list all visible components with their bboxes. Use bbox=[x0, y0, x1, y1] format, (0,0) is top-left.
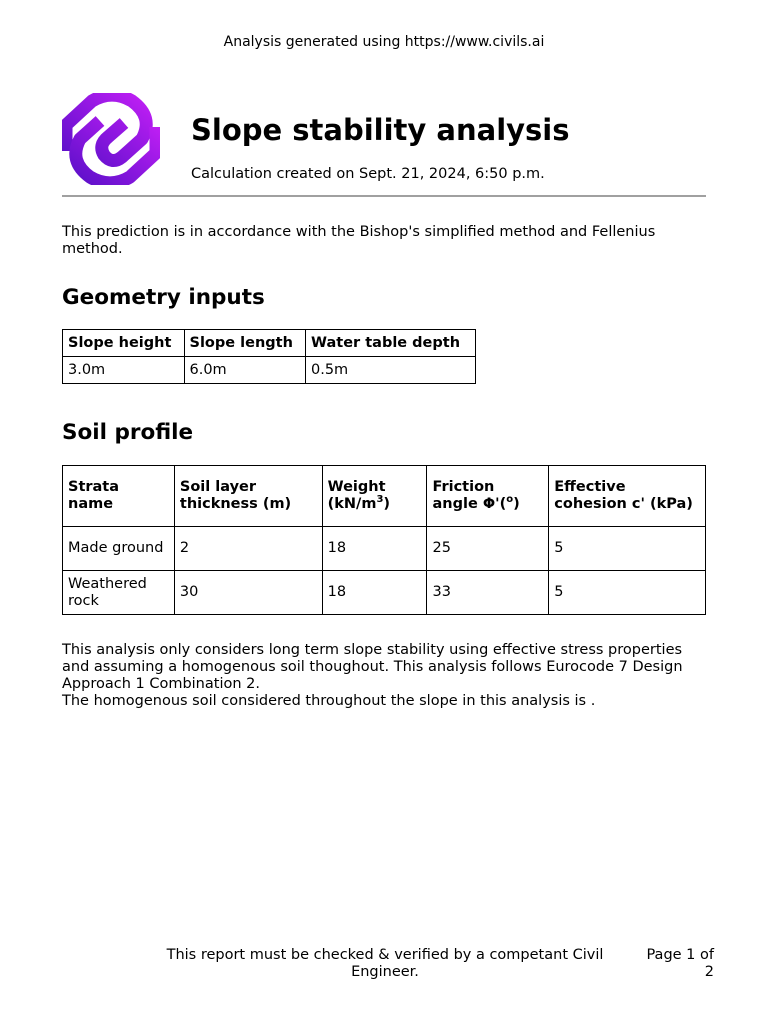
civils-ai-logo-icon bbox=[62, 93, 160, 185]
unit-weight: 18 bbox=[322, 571, 427, 615]
value-slope-height: 3.0m bbox=[63, 357, 185, 384]
analysis-paragraph: The homogenous soil considered throughout the slope in this analysis is . bbox=[62, 693, 596, 709]
effective-cohesion: 5 bbox=[549, 527, 706, 571]
layer-thickness: 30 bbox=[174, 571, 322, 615]
header-slope-length: Slope length bbox=[184, 330, 306, 357]
table-row bbox=[63, 527, 706, 571]
geometry-table bbox=[62, 329, 476, 384]
header-strata-name: Strata name bbox=[63, 466, 175, 527]
layer-thickness: 2 bbox=[174, 527, 322, 571]
intro-text: This prediction is in accordance with the Bishop's simplified method and Fellenius method. bbox=[62, 224, 656, 257]
table-header-row bbox=[63, 330, 476, 357]
table-row bbox=[63, 357, 476, 384]
analysis-description bbox=[62, 642, 712, 710]
geometry-heading: Geometry inputs bbox=[62, 285, 265, 310]
effective-cohesion: 5 bbox=[549, 571, 706, 615]
header-effective-cohesion: Effective cohesion c' (kPa) bbox=[549, 466, 706, 527]
table-row bbox=[63, 571, 706, 615]
friction-angle: 25 bbox=[427, 527, 549, 571]
table-header-row bbox=[63, 466, 706, 527]
friction-angle: 33 bbox=[427, 571, 549, 615]
unit-weight: 18 bbox=[322, 527, 427, 571]
generated-note: Analysis generated using https://www.civils.ai bbox=[223, 34, 545, 50]
soil-profile-heading: Soil profile bbox=[62, 420, 194, 445]
header-slope-height: Slope height bbox=[63, 330, 185, 357]
header-divider bbox=[62, 195, 706, 197]
strata-name: Made ground bbox=[63, 527, 175, 571]
header-friction-angle: Friction angle Φ'($^o$) bbox=[427, 466, 549, 527]
header-water-table-depth: Water table depth bbox=[306, 330, 476, 357]
page-number: Page 1 of 2 bbox=[646, 947, 714, 980]
value-slope-length: 6.0m bbox=[184, 357, 306, 384]
report-title: Slope stability analysis bbox=[191, 113, 570, 147]
header-weight: Weight $(kN/m^3)$ bbox=[322, 466, 427, 527]
analysis-paragraph: This analysis only considers long term slope stability using effective stress properties and assuming a homogenous soil thoughout. This analysis follows Eurocode 7 Design Approach 1 Combination 2. bbox=[62, 642, 683, 692]
soil-profile-table bbox=[62, 465, 706, 615]
value-water-table-depth: 0.5m bbox=[306, 357, 476, 384]
footer-disclaimer: This report must be checked & verified by a competant Civil Engineer. bbox=[166, 947, 604, 980]
header-thickness: Soil layer thickness (m) bbox=[174, 466, 322, 527]
created-date: Calculation created on Sept. 21, 2024, 6:50 p.m. bbox=[191, 166, 545, 182]
strata-name: Weathered rock bbox=[63, 571, 175, 615]
